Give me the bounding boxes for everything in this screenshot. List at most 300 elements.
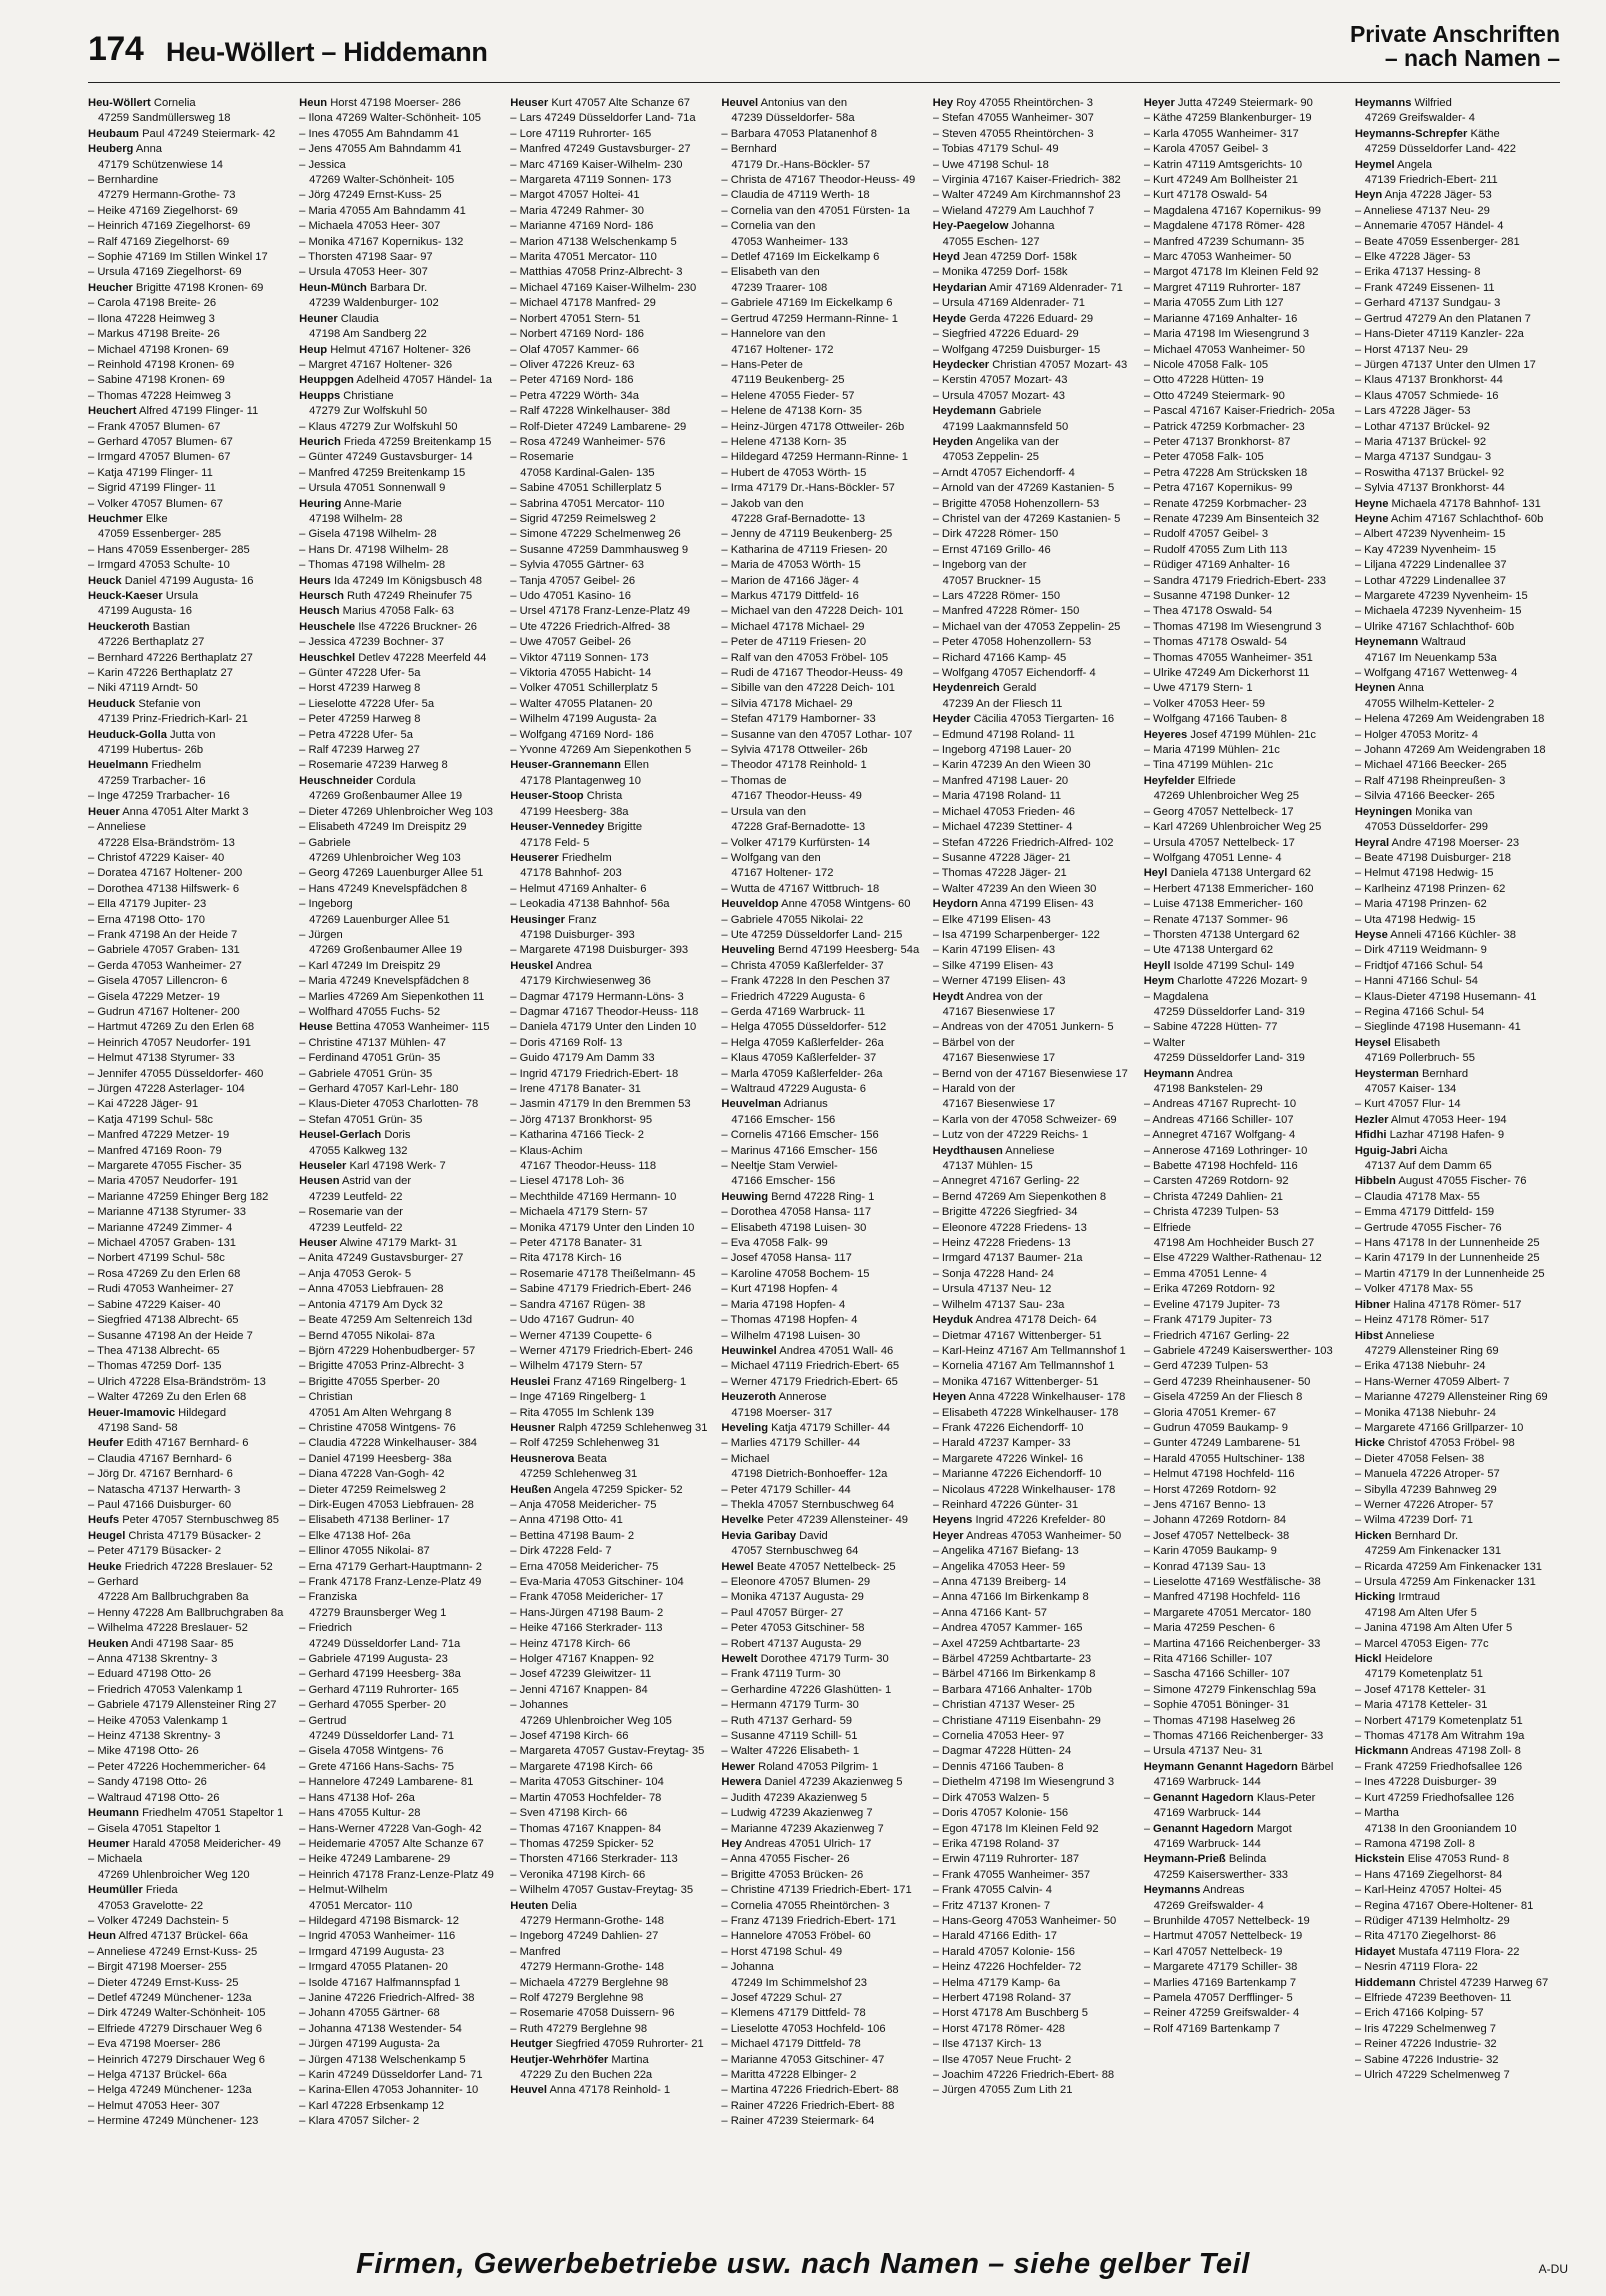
directory-entry: – Johannes <box>510 1699 569 1712</box>
directory-entry: Heuveling Bernd 47199 Heesberg- 54a <box>721 944 920 957</box>
directory-entry: Heuskel Andrea <box>510 959 592 972</box>
directory-entry: 47279 Zur Wolfskuhl 50 <box>309 405 428 418</box>
directory-entry: – Dagmar 47167 Theodor-Heuss- 118 <box>510 1005 699 1018</box>
directory-entry: – Horst 47198 Schul- 49 <box>721 1945 843 1958</box>
directory-entry: Heumer Harald 47058 Meidericher- 49 <box>88 1837 281 1850</box>
directory-entry: – Frank 47226 Eichendorff- 10 <box>932 1421 1084 1434</box>
directory-entry: 47279 Braunsberger Weg 1 <box>309 1606 447 1619</box>
directory-entry: – Peter de 47119 Friesen- 20 <box>721 636 867 649</box>
directory-entry: 47249 Düsseldorfer Land- 71a <box>309 1637 461 1650</box>
directory-entry: – Elisabeth 47198 Luisen- 30 <box>721 1221 867 1234</box>
directory-entry: – Michael 47169 Kaiser-Wilhelm- 230 <box>510 281 697 294</box>
directory-entry: – Friedrich <box>299 1622 352 1635</box>
directory-entry: – Jürgen 47137 Unter den Ulmen 17 <box>1354 358 1536 371</box>
directory-entry: Heuck-Kaeser Ursula <box>88 590 199 602</box>
directory-entry: – Katharina de 47119 Friesen- 20 <box>721 543 888 556</box>
directory-entry: – Maria 47198 Hopfen- 4 <box>721 1298 846 1311</box>
directory-entry: – Wieland 47279 Am Lauchhof 7 <box>932 204 1095 217</box>
directory-entry: – Ilona 47228 Heimweg 3 <box>88 312 215 325</box>
directory-entry: – Christa 47059 Kaßlerfelder- 37 <box>721 959 884 972</box>
directory-column-5 <box>933 96 1138 2216</box>
directory-entry: – Wolfgang 47169 Nord- 186 <box>510 728 654 741</box>
directory-entry: 47269 Großenbaumer Allee 19 <box>309 944 463 957</box>
directory-entry: – Helga 47249 Münchener- 123a <box>88 2084 252 2097</box>
directory-entry: Heyral Andre 47198 Moerser- 23 <box>1354 836 1520 849</box>
directory-entry: – Wilhelm 47137 Sau- 23a <box>932 1298 1065 1311</box>
directory-entry: – Wolfgang 47166 Tauben- 8 <box>1143 713 1287 726</box>
section-heading-line2: – nach Namen – <box>1384 45 1560 71</box>
directory-entry: – Gertrud 47259 Hermann-Rinne- 1 <box>721 312 899 325</box>
directory-entry: 47057 Sternbuschweg 64 <box>731 1545 859 1558</box>
directory-entry: Heuschneider Cordula <box>299 774 416 787</box>
directory-entry: – Ilona 47269 Walter-Schönheit- 105 <box>299 112 481 125</box>
directory-entry: – Christian 47137 Weser- 25 <box>932 1699 1075 1712</box>
directory-entry: 47269 Uhlenbroicher Weg 25 <box>1153 790 1300 803</box>
directory-entry: – Heinz 47178 Kirch- 66 <box>510 1637 631 1650</box>
directory-entry: – Johann 47269 Am Weidengraben 18 <box>1354 744 1546 757</box>
directory-entry: – Christel van der 47269 Kastanien- 5 <box>932 512 1121 525</box>
directory-entry: 47259 Düsseldorfer Land- 319 <box>1153 1052 1305 1065</box>
page-number: 174 <box>88 30 144 68</box>
directory-entry: Heutjer-Wehrhöfer Martina <box>510 2053 649 2066</box>
directory-entry: – Anna 47055 Fischer- 26 <box>721 1853 850 1866</box>
directory-entry: – Frank 47179 Jupiter- 73 <box>1143 1314 1272 1327</box>
directory-entry: – Susanne 47198 An der Heide 7 <box>88 1329 253 1342</box>
directory-entry: – Erika 47138 Niebuhr- 24 <box>1354 1360 1486 1373</box>
directory-entry: – Monika 47167 Kopernikus- 132 <box>299 235 464 248</box>
directory-entry: Hickstein Elise 47053 Rund- 8 <box>1354 1853 1510 1866</box>
directory-entry: – Rudi de 47167 Theodor-Heuss- 49 <box>721 667 903 680</box>
directory-entry: – Eduard 47198 Otto- 26 <box>88 1668 212 1681</box>
directory-entry: Heyden Angelika van der <box>932 435 1059 448</box>
directory-entry: – Anneliese 47137 Neu- 29 <box>1354 204 1490 217</box>
directory-entry: – Wilhelm 47198 Luisen- 30 <box>721 1329 861 1342</box>
directory-entry: – Werner 47179 Friedrich-Ebert- 65 <box>721 1375 898 1388</box>
directory-entry: Heymanns Wilfried <box>1354 97 1452 109</box>
directory-entry: – Gisela 47058 Wintgens- 76 <box>299 1745 444 1758</box>
directory-entry: – Richard 47166 Kamp- 45 <box>932 651 1067 664</box>
directory-entry: – Elfriede 47239 Beethoven- 11 <box>1354 1991 1512 2004</box>
directory-entry: – Stefan 47226 Friedrich-Alfred- 102 <box>932 836 1114 849</box>
directory-entry: – Marianne 47169 Nord- 186 <box>510 220 654 233</box>
directory-entry: 47167 Theodor-Heuss- 118 <box>520 1160 657 1173</box>
directory-entry: Heuwing Bernd 47228 Ring- 1 <box>721 1190 875 1203</box>
directory-entry: – Gerhard 47137 Sundgau- 3 <box>1354 297 1501 310</box>
directory-entry: – Maria 47137 Brückel- 92 <box>1354 435 1487 448</box>
directory-entry: – Gertrude 47055 Fischer- 76 <box>1354 1221 1502 1234</box>
directory-entry: – Erich 47166 Kolping- 57 <box>1354 2007 1484 2020</box>
directory-entry: Heyduk Andrea 47178 Deich- 64 <box>932 1314 1097 1327</box>
directory-entry: 47249 Düsseldorfer Land- 71 <box>309 1730 455 1743</box>
directory-entry: – Franziska <box>299 1591 357 1604</box>
directory-entry: – Claudia 47178 Max- 55 <box>1354 1190 1480 1203</box>
directory-entry: – Karin 47249 Düsseldorfer Land- 71 <box>299 2069 483 2081</box>
directory-entry: – Marianne 47279 Allensteiner Ring 69 <box>1354 1391 1548 1404</box>
directory-entry: – Markus 47198 Breite- 26 <box>88 328 220 341</box>
directory-entry: – Fritz 47137 Kronen- 7 <box>932 1899 1051 1912</box>
directory-entry: – Ilse 47057 Neue Frucht- 2 <box>932 2053 1072 2066</box>
directory-entry: – Jürgen 47055 Zum Lith 21 <box>932 2084 1073 2097</box>
directory-entry: – Ulrich 47229 Schelmenweg 7 <box>1354 2069 1510 2081</box>
directory-entry: – Karin 47179 In der Lunnenheide 25 <box>1354 1252 1540 1265</box>
directory-entry: – Tanja 47057 Geibel- 26 <box>510 574 636 587</box>
directory-entry: – Josef 47178 Ketteler- 31 <box>1354 1683 1487 1696</box>
directory-entry: Heumann Friedhelm 47051 Stapeltor 1 <box>88 1807 284 1820</box>
directory-entry: – Rainer 47226 Friedrich-Ebert- 88 <box>721 2099 895 2112</box>
directory-entry: Hewelt Dorothee 47179 Turm- 30 <box>721 1653 889 1666</box>
directory-entry: 47239 Traarer- 108 <box>731 281 828 294</box>
directory-entry: 47239 Waldenburger- 102 <box>309 297 439 310</box>
directory-entry: – Helga 47137 Brückel- 66a <box>88 2069 227 2081</box>
directory-entry: – Gerhard 47057 Karl-Lehr- 180 <box>299 1083 459 1095</box>
directory-entry: – Bernhard <box>721 143 777 156</box>
directory-entry: – Rosemarie <box>510 451 574 464</box>
directory-entry: – Inge 47259 Trarbacher- 16 <box>88 790 230 803</box>
directory-entry: 47169 Warbruck- 144 <box>1153 1807 1261 1820</box>
directory-entry: – Thekla 47057 Sternbuschweg 64 <box>721 1498 895 1511</box>
directory-entry: – Monika 47167 Wittenberger- 51 <box>932 1375 1099 1388</box>
directory-entry: – Ursula 47057 Mozart- 43 <box>932 389 1066 402</box>
directory-entry: – Hans 47138 Hof- 26a <box>299 1791 415 1804</box>
directory-entry: – Gerd 47239 Tulpen- 53 <box>1143 1360 1269 1373</box>
directory-entry: – Hans-Peter de <box>721 358 803 371</box>
directory-entry: – Helma 47179 Kamp- 6a <box>932 1976 1061 1989</box>
directory-entry: – Helene 47138 Korn- 35 <box>721 435 847 448</box>
directory-entry: Heuring Anne-Marie <box>299 497 402 510</box>
directory-entry: – Ulrike 47167 Schlachthof- 60b <box>1354 620 1515 633</box>
directory-entry: – Axel 47259 Achtbartarte- 23 <box>932 1637 1080 1650</box>
directory-entry: – Else 47229 Walther-Rathenau- 12 <box>1143 1252 1322 1265</box>
directory-entry: – Albert 47239 Nyvenheim- 15 <box>1354 528 1506 541</box>
directory-entry: – Volker 47178 Max- 55 <box>1354 1283 1474 1296</box>
directory-entry: – Michael 47119 Friedrich-Ebert- 65 <box>721 1360 900 1373</box>
directory-entry: – Maria 47249 Rahmer- 30 <box>510 204 644 217</box>
directory-entry: – Dieter 47058 Felsen- 38 <box>1354 1452 1485 1465</box>
directory-entry: 47053 Gravelotte- 22 <box>98 1899 204 1912</box>
directory-entry: – Dieter 47269 Uhlenbroicher Weg 103 <box>299 805 493 818</box>
directory-entry: Hevelke Peter 47239 Allensteiner- 49 <box>721 1514 909 1527</box>
directory-entry: Heynen Anna <box>1354 682 1424 695</box>
directory-entry: Hguig-Jabri Aicha <box>1354 1144 1448 1157</box>
directory-entry: – Jörg 47249 Ernst-Kuss- 25 <box>299 189 442 202</box>
directory-entry: Heuckeroth Bastian <box>88 620 190 633</box>
directory-entry: – Friedrich 47053 Valenkamp 1 <box>88 1683 243 1696</box>
directory-entry: – Thorsten 47166 Sterkrader- 113 <box>510 1853 678 1866</box>
directory-entry: – Nicole 47058 Falk- 105 <box>1143 358 1269 371</box>
directory-entry: – Sophie 47169 Im Stillen Winkel 17 <box>88 251 268 264</box>
directory-entry: – Dagmar 47179 Hermann-Löns- 3 <box>510 990 684 1003</box>
directory-entry: 47178 Bahnhof- 203 <box>520 867 622 880</box>
directory-entry: Heusen Astrid van der <box>299 1175 412 1188</box>
directory-entry: – Peter 47053 Gitschiner- 58 <box>721 1622 865 1635</box>
directory-entry: Heymel Angela <box>1354 158 1432 171</box>
directory-entry: – Gunter 47249 Lambarene- 51 <box>1143 1437 1301 1450</box>
directory-entry: – Paul 47057 Bürger- 27 <box>721 1606 844 1619</box>
directory-entry: – Hubert de 47053 Wörth- 15 <box>721 466 867 479</box>
directory-entry: – Detlef 47169 Im Eickelkamp 6 <box>721 251 880 264</box>
directory-entry: – Cornelia van den 47051 Fürsten- 1a <box>721 204 910 217</box>
directory-entry: – Michaela 47279 Berglehne 98 <box>510 1976 669 1989</box>
directory-entry: – Margareta 47119 Sonnen- 173 <box>510 174 672 187</box>
directory-entry: – Helmut 47198 Hedwig- 15 <box>1354 867 1494 880</box>
directory-entry: – Waltraud 47198 Otto- 26 <box>88 1791 220 1804</box>
directory-entry: – Erika 47198 Roland- 37 <box>932 1837 1060 1850</box>
directory-entry: Heun-Münch Barbara Dr. <box>299 281 428 294</box>
footer-note: Firmen, Gewerbebetriebe usw. nach Namen – siehe gelber Teil <box>356 2248 1250 2280</box>
directory-entry: – Simone 47229 Schelmenweg 26 <box>510 528 681 541</box>
directory-entry: – Michaela 47239 Nyvenheim- 15 <box>1354 605 1522 618</box>
directory-entry: – Markus 47179 Dittfeld- 16 <box>721 590 859 602</box>
directory-entry: – Monika 47138 Niebuhr- 24 <box>1354 1406 1497 1419</box>
directory-entry: – Jörg Dr. 47167 Bernhard- 6 <box>88 1468 233 1481</box>
directory-entry: 47055 Wilhelm-Ketteler- 2 <box>1364 697 1495 710</box>
directory-entry: – Klaus-Dieter 47053 Charlotten- 78 <box>299 1098 479 1111</box>
directory-entry: – Dagmar 47228 Hütten- 24 <box>932 1745 1072 1758</box>
directory-entry: – Otto 47249 Steiermark- 90 <box>1143 389 1285 402</box>
directory-entry: 47269 Lauenburger Allee 51 <box>309 913 450 926</box>
directory-entry: 47139 Prinz-Friedrich-Karl- 21 <box>98 713 248 726</box>
directory-entry: – Sabine 47229 Kaiser- 40 <box>88 1298 221 1311</box>
directory-entry: – Helmut 47169 Anhalter- 6 <box>510 882 647 895</box>
directory-entry: Hiddemann Christel 47239 Harweg 67 <box>1354 1976 1549 1989</box>
directory-entry: – Rosa 47269 Zu den Erlen 68 <box>88 1267 241 1280</box>
directory-entry: – Angelika 47053 Heer- 59 <box>932 1560 1066 1573</box>
header-rule <box>88 82 1560 83</box>
directory-entry: – Virginia 47167 Kaiser-Friedrich- 382 <box>932 174 1121 187</box>
directory-entry: – Jürgen 47138 Welschenkamp 5 <box>299 2053 466 2066</box>
directory-entry: – Helga 47055 Düsseldorfer- 512 <box>721 1021 887 1034</box>
footer-code: A-DU <box>1538 2262 1568 2276</box>
directory-entry: Heuchmer Elke <box>88 512 168 525</box>
directory-entry: Heuer Anna 47051 Alter Markt 3 <box>88 805 249 818</box>
directory-entry: – Thomas 47198 Im Wiesengrund 3 <box>1143 620 1322 633</box>
directory-entry: – Steven 47055 Rheintörchen- 3 <box>932 127 1094 140</box>
directory-entry: – Christa 47239 Tulpen- 53 <box>1143 1206 1279 1219</box>
directory-entry: – Karl-Heinz 47167 Am Tellmannshof 1 <box>932 1344 1126 1357</box>
directory-entry: – Manfred 47249 Gustavsburger- 27 <box>510 143 691 156</box>
directory-entry: – Arnold van der 47269 Kastanien- 5 <box>932 482 1115 495</box>
directory-entry: – Matthias 47058 Prinz-Albrecht- 3 <box>510 266 683 279</box>
directory-entry: – Gisela 47057 Lillencron- 6 <box>88 975 228 988</box>
directory-entry: – Ursula 47137 Neu- 12 <box>932 1283 1052 1296</box>
directory-entry: – Frank 47259 Friedhofsallee 126 <box>1354 1760 1523 1773</box>
directory-entry: – Thomas 47259 Spicker- 52 <box>510 1837 654 1850</box>
directory-entry: – Susanne 47198 Dunker- 12 <box>1143 590 1290 602</box>
directory-entry: – Grete 47166 Hans-Sachs- 75 <box>299 1760 454 1773</box>
directory-entry: 47279 Hermann-Grothe- 73 <box>98 189 236 202</box>
directory-entry: 47259 Kaiserswerther- 333 <box>1153 1868 1289 1881</box>
directory-entry: – Margarete 47051 Mercator- 180 <box>1143 1606 1311 1619</box>
directory-entry: – Roswitha 47137 Brückel- 92 <box>1354 466 1505 479</box>
directory-entry: Heyer Andreas 47053 Wanheimer- 50 <box>932 1529 1122 1542</box>
directory-entry: – Irene 47178 Banater- 31 <box>510 1083 641 1095</box>
directory-entry: Heusch Marius 47058 Falk- 63 <box>299 605 454 618</box>
directory-entry: – Frank 47119 Turm- 30 <box>721 1668 841 1681</box>
directory-entry: – Anita 47249 Gustavsburger- 27 <box>299 1252 464 1265</box>
directory-entry: – Wilhelm 47057 Gustav-Freytag- 35 <box>510 1884 694 1897</box>
directory-entry: – Lars 47228 Jäger- 53 <box>1354 405 1471 418</box>
directory-entry: – Michael 47198 Kronen- 69 <box>88 343 229 356</box>
directory-entry: – Ingeborg <box>299 898 353 911</box>
directory-entry: Heun Horst 47198 Moerser- 286 <box>299 97 461 109</box>
directory-entry: – Maria 47057 Neudorfer- 191 <box>88 1175 238 1188</box>
directory-entry: – Sigrid 47259 Reimelsweg 2 <box>510 512 656 525</box>
directory-entry: – Ellinor 47055 Nikolai- 87 <box>299 1545 430 1558</box>
directory-entry: 47166 Emscher- 156 <box>731 1175 836 1188</box>
directory-entry: Heuelmann Friedhelm <box>88 759 202 772</box>
directory-entry: – Peter 47169 Nord- 186 <box>510 374 634 387</box>
directory-entry: – Günter 47249 Gustavsburger- 14 <box>299 451 473 464</box>
directory-entry: – Gudrun 47059 Baukamp- 9 <box>1143 1421 1288 1434</box>
directory-entry: – Ingeborg 47198 Lauer- 20 <box>932 744 1072 757</box>
directory-entry: – Peter 47178 Banater- 31 <box>510 1237 643 1250</box>
directory-entry: – Gerhardine 47226 Glashütten- 1 <box>721 1683 892 1696</box>
directory-entry: – Lars 47228 Römer- 150 <box>932 590 1061 602</box>
directory-entry: – Katharina 47166 Tieck- 2 <box>510 1129 644 1142</box>
directory-entry: – Ursula 47053 Heer- 307 <box>299 266 428 279</box>
directory-entry: – Wolfgang 47051 Lenne- 4 <box>1143 851 1282 864</box>
directory-entry: – Andreas von der 47051 Junkern- 5 <box>932 1021 1114 1034</box>
directory-entry: – Christof 47229 Kaiser- 40 <box>88 851 225 864</box>
directory-entry: – Dieter 47249 Ernst-Kuss- 25 <box>88 1976 239 1989</box>
directory-entry: – Andreas 47167 Ruprecht- 10 <box>1143 1098 1297 1111</box>
directory-entry: – Manfred 47239 Schumann- 35 <box>1143 235 1305 248</box>
directory-entry: – Maria 47178 Ketteler- 31 <box>1354 1699 1488 1712</box>
directory-entry: – Wilhelma 47228 Breslauer- 52 <box>88 1622 248 1635</box>
directory-entry: – Neeltje Stam Verwiel- <box>721 1160 838 1173</box>
directory-entry: – Käthe 47259 Blankenburger- 19 <box>1143 112 1312 125</box>
directory-entry: Heuschele Ilse 47226 Bruckner- 26 <box>299 620 477 633</box>
directory-entry: – Pamela 47057 Derfflinger- 5 <box>1143 1991 1293 2004</box>
directory-entry: – Gisela 47229 Metzer- 19 <box>88 990 220 1003</box>
directory-entry: – Irmgard 47055 Platanen- 20 <box>299 1961 448 1974</box>
directory-entry: – Anja 47053 Gerok- 5 <box>299 1267 412 1280</box>
directory-entry: – Friedrich 47167 Gerling- 22 <box>1143 1329 1290 1342</box>
directory-entry: 47179 Kirchwiesenweg 36 <box>520 975 651 988</box>
directory-entry: – Hans 47178 In der Lunnenheide 25 <box>1354 1237 1540 1250</box>
directory-entry: – Marita 47053 Gitschiner- 104 <box>510 1776 664 1789</box>
directory-entry: Hibbeln August 47055 Fischer- 76 <box>1354 1175 1527 1188</box>
directory-entry: – Heinrich 47057 Neudorfer- 191 <box>88 1036 251 1049</box>
directory-entry: – Daniel 47199 Heesberg- 38a <box>299 1452 452 1465</box>
directory-entry: 47051 Mercator- 110 <box>309 1899 413 1912</box>
directory-entry: 47059 Essenberger- 285 <box>98 528 222 541</box>
directory-entry: – Maria 47198 Im Wiesengrund 3 <box>1143 328 1310 341</box>
directory-entry: – Hermine 47249 Münchener- 123 <box>88 2115 259 2128</box>
directory-entry: 47199 Hubertus- 26b <box>98 744 204 757</box>
directory-entry: – Josef 47057 Nettelbeck- 38 <box>1143 1529 1290 1542</box>
directory-entry: – Maria 47055 Am Bahndamm 41 <box>299 204 466 217</box>
directory-entry: – Dietmar 47167 Wittenberger- 51 <box>932 1329 1102 1342</box>
directory-entry: Heufer Edith 47167 Bernhard- 6 <box>88 1437 249 1450</box>
directory-entry: – Paul 47166 Duisburger- 60 <box>88 1498 232 1511</box>
directory-entry: – Ines 47228 Duisburger- 39 <box>1354 1776 1497 1789</box>
directory-entry: – Heike 47053 Valenkamp 1 <box>88 1714 228 1727</box>
directory-entry: – Stefan 47055 Wanheimer- 307 <box>932 112 1094 125</box>
directory-entry: – Iris 47229 Schelmenweg 7 <box>1354 2022 1497 2035</box>
directory-entry: – Gerhard <box>88 1576 139 1588</box>
directory-entry: – Inge 47169 Ringelberg- 1 <box>510 1391 646 1404</box>
directory-entry: – Michael 47053 Wanheimer- 50 <box>1143 343 1305 356</box>
directory-entry: Heu-Wöllert Cornelia <box>88 97 196 109</box>
directory-entry: Heuseler Karl 47198 Werk- 7 <box>299 1160 446 1173</box>
directory-entry: – Marlies 47169 Bartenkamp 7 <box>1143 1976 1297 1989</box>
directory-entry: – Ingrid 47179 Friedrich-Ebert- 18 <box>510 1067 679 1080</box>
directory-entry: Hezler Almut 47053 Heer- 194 <box>1354 1113 1507 1126</box>
directory-entry: – Marianne 47249 Zimmer- 4 <box>88 1221 233 1234</box>
directory-entry: – Tobias 47179 Schul- 49 <box>932 143 1059 156</box>
directory-entry: – Elisabeth 47249 Im Dreispitz 29 <box>299 821 467 834</box>
directory-entry: – Michaela 47053 Heer- 307 <box>299 220 441 233</box>
directory-entry: – Anneliese 47249 Ernst-Kuss- 25 <box>88 1945 258 1958</box>
directory-entry: – Martin 47179 In der Lunnenheide 25 <box>1354 1267 1545 1280</box>
directory-entry: Heymann Andrea <box>1143 1067 1233 1080</box>
directory-entry: 47178 Feld- 5 <box>520 836 590 849</box>
directory-entry: – Peter 47179 Büsacker- 2 <box>88 1545 222 1558</box>
directory-entry: Heyer Jutta 47249 Steiermark- 90 <box>1143 97 1313 109</box>
directory-entry: – Walter <box>1143 1036 1185 1049</box>
directory-entry: – Karin 47059 Baukamp- 9 <box>1143 1545 1277 1558</box>
directory-entry: – Beate 47259 Am Seltenreich 13d <box>299 1314 473 1327</box>
directory-entry: – Sophie 47051 Böninger- 31 <box>1143 1699 1290 1712</box>
directory-entry: Heyningen Monika van <box>1354 805 1473 818</box>
directory-entry: – Henny 47228 Am Ballbruchgraben 8a <box>88 1606 284 1619</box>
directory-entry: Heuvel Antonius van den <box>721 97 848 109</box>
directory-entry: 47137 Auf dem Damm 65 <box>1364 1160 1492 1173</box>
directory-entry: – Brigitte 47055 Sperber- 20 <box>299 1375 440 1388</box>
directory-entry: – Gabriele 47051 Grün- 35 <box>299 1067 433 1080</box>
directory-entry: 47051 Am Alten Wehrgang 8 <box>309 1406 452 1419</box>
directory-entry: – Christa de 47167 Theodor-Heuss- 49 <box>721 174 916 187</box>
directory-entry: – Heinz 47138 Skrentny- 3 <box>88 1730 221 1743</box>
directory-entry: – Margret 47167 Holtener- 326 <box>299 358 453 371</box>
directory-entry: – Beate 47059 Essenberger- 281 <box>1354 235 1520 248</box>
directory-entry: – Horst 47239 Harweg 8 <box>299 682 421 695</box>
directory-entry: – Margareta 47057 Gustav-Freytag- 35 <box>510 1745 705 1758</box>
directory-entry: – Robert 47137 Augusta- 29 <box>721 1637 862 1650</box>
directory-entry: – Volker 47179 Kurfürsten- 14 <box>721 836 871 849</box>
directory-entry: – Ursula van den <box>721 805 807 818</box>
directory-entry: Heuchert Alfred 47199 Flinger- 11 <box>88 405 259 418</box>
directory-entry: 47167 Im Neuenkamp 53a <box>1364 651 1497 664</box>
directory-entry: 47198 Moerser- 317 <box>731 1406 833 1419</box>
directory-entry: – Bernd von der 47167 Biesenwiese 17 <box>932 1067 1128 1080</box>
directory-entry: – Anna 47166 Im Birkenkamp 8 <box>932 1591 1089 1604</box>
directory-entry: – Gerhard 47057 Blumen- 67 <box>88 435 233 448</box>
directory-entry: Hewer Roland 47053 Pilgrim- 1 <box>721 1760 879 1773</box>
directory-entry: – Gerda 47053 Wanheimer- 27 <box>88 959 242 972</box>
directory-entry: 47239 Leutfeld- 22 <box>309 1190 403 1203</box>
directory-entry: 47057 Kaiser- 134 <box>1364 1083 1457 1095</box>
directory-entry: – Hildegard 47198 Bismarck- 12 <box>299 1914 459 1927</box>
directory-entry: – Michael 47053 Frieden- 46 <box>932 805 1075 818</box>
directory-entry: Heymanns-Schrepfer Käthe <box>1354 127 1500 140</box>
directory-entry: – Ingeborg van der <box>932 559 1027 572</box>
directory-entry: – Uwe 47179 Stern- 1 <box>1143 682 1253 695</box>
directory-entry: 47053 Zeppelin- 25 <box>942 451 1039 464</box>
directory-entry: 47259 Am Finkenacker 131 <box>1364 1545 1502 1558</box>
directory-entry: – Jürgen 47199 Augusta- 2a <box>299 2038 440 2051</box>
directory-entry: 47167 Holtener- 172 <box>731 867 834 880</box>
directory-entry: Heyder Cäcilia 47053 Tiergarten- 16 <box>932 713 1115 726</box>
directory-entry: – Klaus 47137 Bronkhorst- 44 <box>1354 374 1503 387</box>
directory-entry: – Lars 47249 Düsseldorfer Land- 71a <box>510 112 696 125</box>
directory-entry: – Horst 47178 Römer- 428 <box>932 2022 1066 2035</box>
directory-entry: – Brunhilde 47057 Nettelbeck- 19 <box>1143 1914 1310 1927</box>
directory-entry: – Uwe 47057 Geibel- 26 <box>510 636 631 649</box>
directory-entry: – Irma 47179 Dr.-Hans-Böckler- 57 <box>721 482 895 495</box>
directory-entry: – Lothar 47229 Lindenallee 37 <box>1354 574 1507 587</box>
